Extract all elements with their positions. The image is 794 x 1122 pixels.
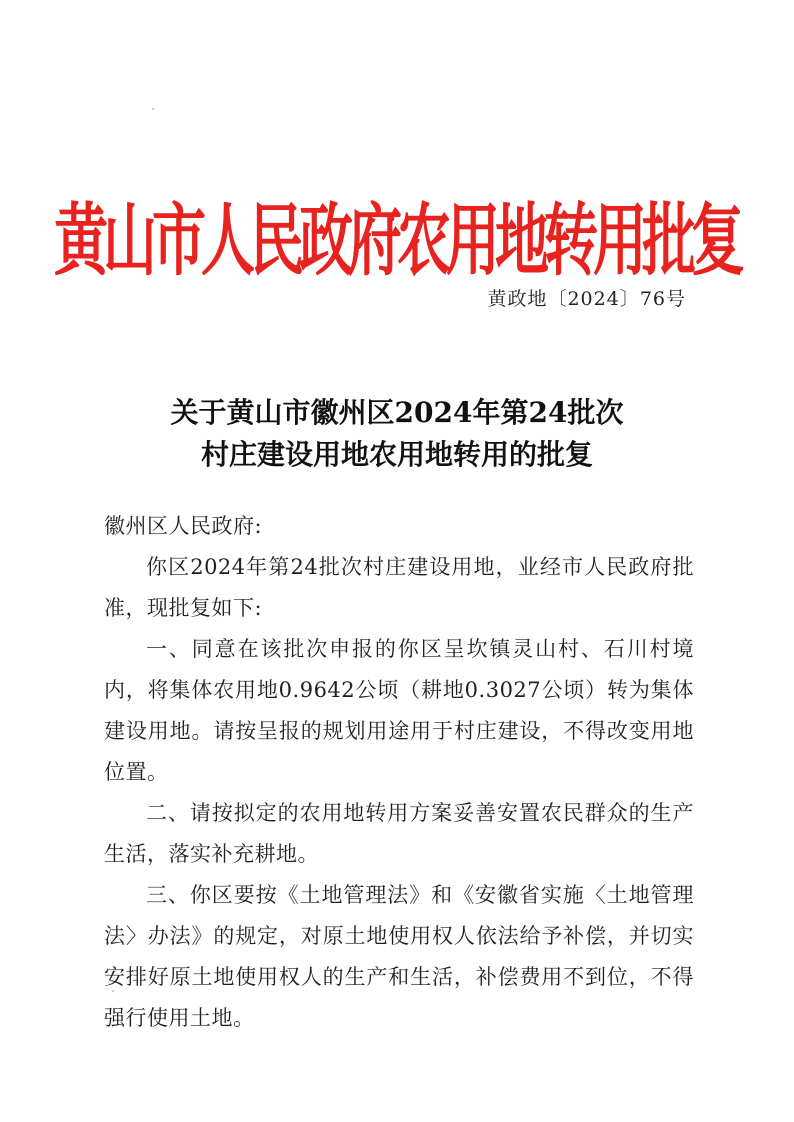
document-title-line-2: 村庄建设用地农用地转用的批复 — [200, 438, 593, 471]
paragraph-intro: 你区2024年第24批次村庄建设用地，业经市人民政府批准，现批复如下: — [104, 555, 694, 620]
salutation: 徽州区人民政府: — [104, 514, 263, 538]
document-title-line-1: 关于黄山市徽州区2024年第24批次 — [170, 396, 624, 429]
document-title — [0, 392, 794, 476]
masthead-title: 黄山市人民政府农用地转用批复 — [54, 195, 740, 287]
paragraph-item-3: 三、你区要按《土地管理法》和《安徽省实施〈土地管理法〉办法》的规定，对原土地使用权人依法给予补偿，并切实安排好原土地使用权人的生产和生活，补偿费用不到位，不得强行使用土地。 — [104, 883, 694, 1030]
document-body — [104, 506, 694, 1039]
scan-speck — [152, 108, 154, 110]
document-number: 黄政地〔2024〕76号 — [487, 288, 686, 310]
paragraph-item-2: 二、请按拟定的农用地转用方案妥善安置农民群众的生产生活，落实补充耕地。 — [104, 801, 694, 866]
paragraph-item-1: 一、同意在该批次申报的你区呈坎镇灵山村、石川村境内，将集体农用地0.9642公顷（耕地0.3027公顷）转为集体建设用地。请按呈报的规划用途用于村庄建设，不得改变用地位置。 — [104, 637, 694, 784]
scan-speck — [112, 990, 114, 992]
